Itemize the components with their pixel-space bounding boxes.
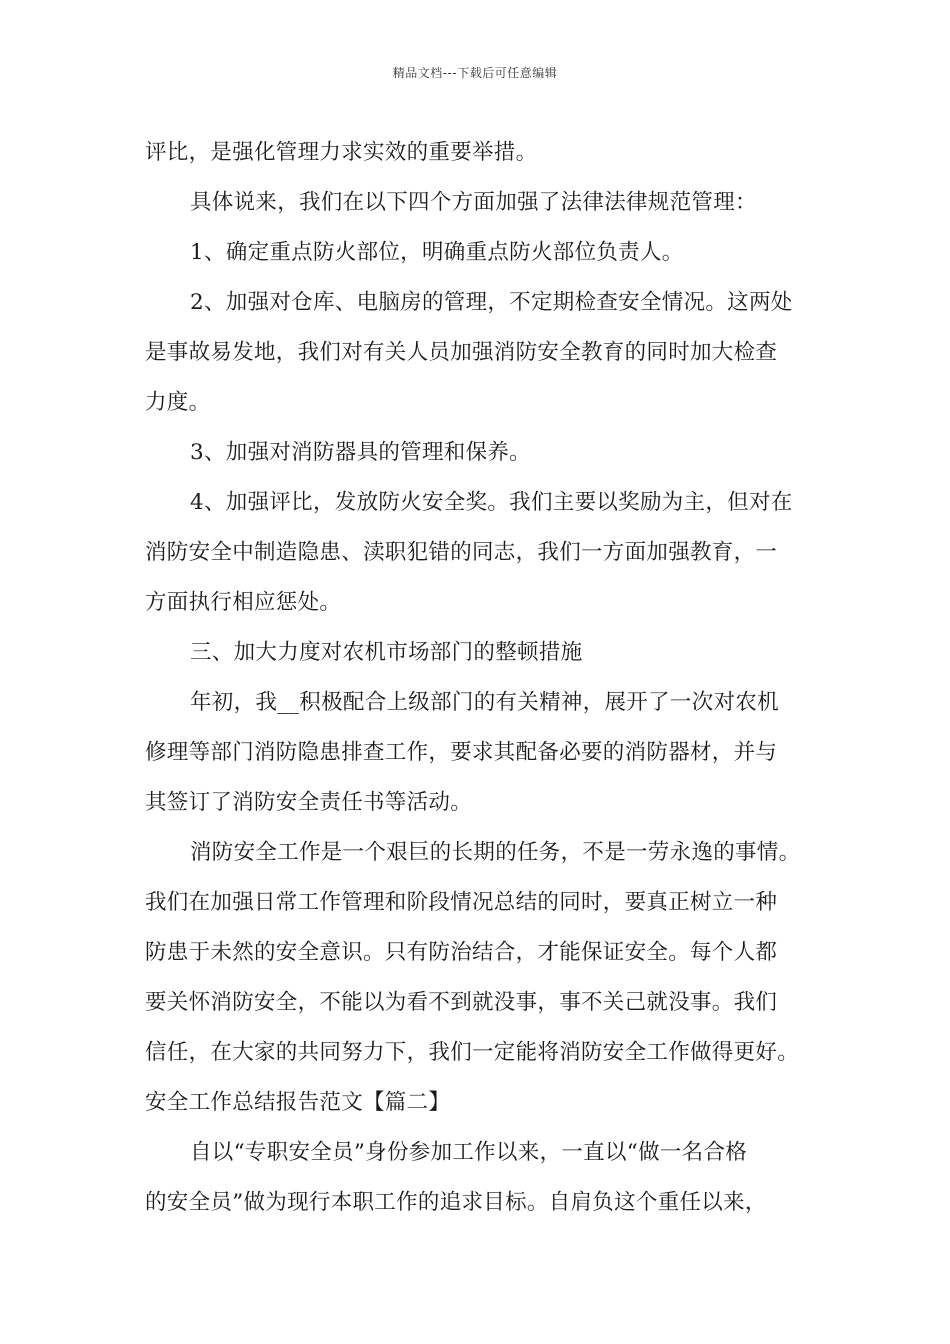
text-line: 3、加强对消防器具的管理和保养。 [190, 440, 531, 465]
text-line: 消防安全工作是一个艰巨的长期的任务，不是一劳永逸的事情。 [190, 840, 801, 865]
text-line: 自以“专职安全员”身份参加工作以来，一直以“做一名合格 [190, 1140, 748, 1165]
text-line: 消防安全中制造隐患、渎职犯错的同志，我们一方面加强教育，一 [145, 540, 778, 565]
page-header: 精品文档---下载后可任意编辑 [392, 66, 558, 80]
text-line: 其签订了消防安全责任书等活动。 [145, 790, 473, 815]
text-line: 的安全员”做为现行本职工作的追求目标。自肩负这个重任以来， [145, 1190, 767, 1215]
document-subtitle: 安全工作总结报告范文【篇二】 [145, 1090, 451, 1115]
text-line: 年初，我__积极配合上级部门的有关精神，展开了一次对农机 [190, 690, 779, 715]
text-line: 具体说来，我们在以下四个方面加强了法律法律规范管理： [190, 190, 757, 215]
text-line: 修理等部门消防隐患排查工作，要求其配备必要的消防器材，并与 [145, 740, 778, 765]
text-line: 防患于未然的安全意识。只有防治结合，才能保证安全。每个人都 [145, 940, 778, 965]
text-line: 我们在加强日常工作管理和阶段情况总结的同时，要真正树立一种 [145, 890, 778, 915]
text-line: 是事故易发地，我们对有关人员加强消防安全教育的同时加大检查 [145, 340, 778, 365]
section-heading: 三、加大力度对农机市场部门的整顿措施 [190, 640, 583, 665]
text-line: 2、加强对仓库、电脑房的管理，不定期检查安全情况。这两处 [190, 290, 793, 315]
text-line: 方面执行相应惩处。 [145, 590, 342, 615]
text-line: 4、加强评比，发放防火安全奖。我们主要以奖励为主，但对在 [190, 490, 793, 515]
document-body [145, 128, 820, 1228]
text-line: 评比，是强化管理力求实效的重要举措。 [145, 140, 538, 165]
text-line: 信任，在大家的共同努力下，我们一定能将消防安全工作做得更好。 [145, 1040, 800, 1065]
text-line: 要关怀消防安全，不能以为看不到就没事，事不关己就没事。我们 [145, 990, 778, 1015]
text-line: 1、确定重点防火部位，明确重点防火部位负责人。 [190, 240, 684, 265]
text-line: 力度。 [145, 390, 211, 415]
